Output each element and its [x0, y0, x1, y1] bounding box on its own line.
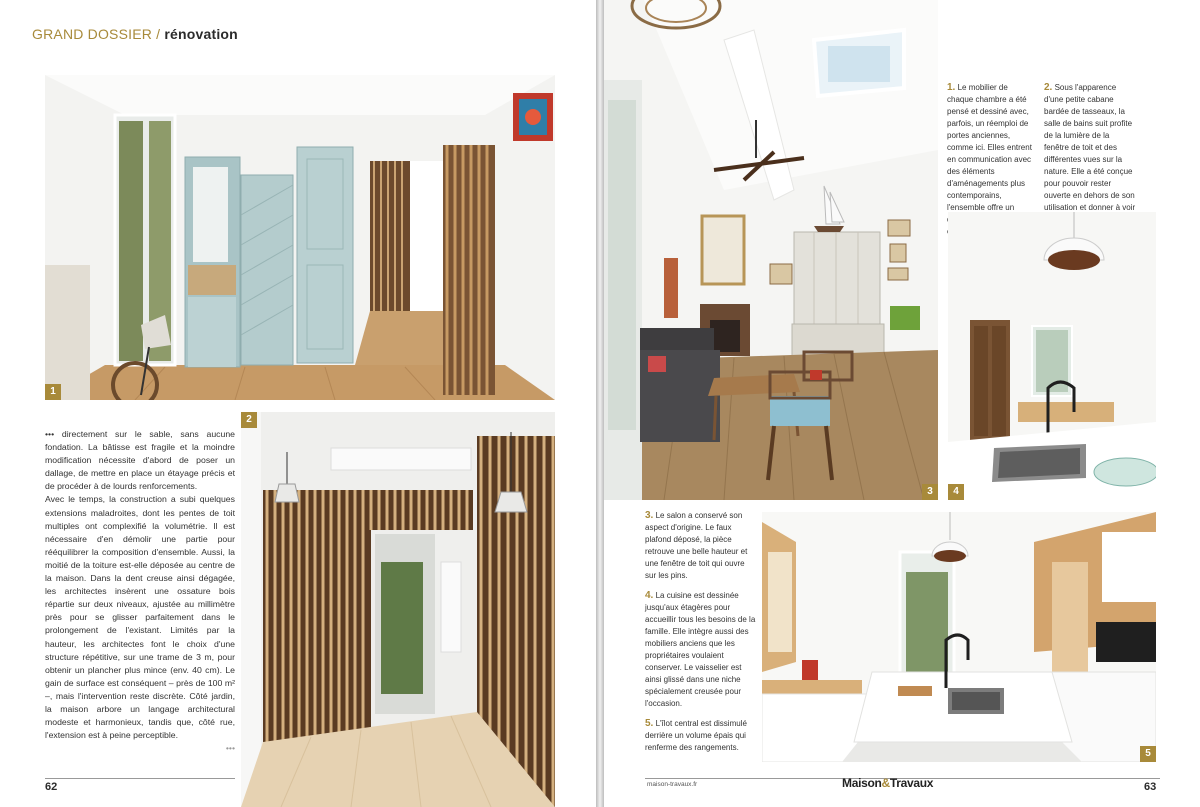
body-paragraph-2: Avec le temps, la construction a subi quelques extensions maladroites, dont les pentes de toit multiples ont complexifié la volumétrie. Il est nécessaire d'en démolir une partie pour rééquilibrer la composition d'ensemble. Aussi, la moitié de la toiture est-elle déposée au centre de la maison. Dans la dent creuse ainsi dégagée, les architectes insèrent une ossature bois répartie sur deux niveaux, ajustée au millimètre près pour se glisser parfaitement dans le prolongement de l'existant. Limités par la hauteur, les architectes font le choix d'une structure répétitive, sur une trame de 3 m, pour obtenir un plancher plus mince (env. 40 cm). Le gain de surface est conséquent – près de 100 m² –, mais l'intervention reste discrète. Côté jardin, la maison arbore un langage architectural modeste et harmonieux, tandis que, côté rue, l'extension est à peine perceptible. — [45, 494, 235, 741]
photo-kitchen-sink — [948, 212, 1156, 500]
photo-corridor-image — [241, 412, 555, 807]
photo-kitchen-sink-image — [948, 212, 1156, 500]
spine-gutter — [596, 0, 604, 807]
photo-kitchen-island — [762, 512, 1156, 762]
logo-ampersand: & — [881, 776, 890, 790]
caption-4-number: 4. — [645, 590, 654, 601]
photo-corridor — [241, 412, 555, 807]
left-page — [0, 0, 596, 807]
photo-number-3: 3 — [922, 484, 938, 500]
photo-hallway — [45, 75, 555, 400]
body-end-mark: ••• — [225, 743, 235, 754]
photo-living-room — [604, 0, 938, 500]
caption-2-number: 2. — [1044, 82, 1053, 93]
rubric-slash: / — [156, 26, 161, 42]
section-rubric — [32, 26, 238, 42]
magazine-logo — [842, 776, 933, 790]
page-number-left: 62 — [45, 781, 58, 793]
rubric-sub: rénovation — [164, 26, 238, 42]
caption-3-number: 3. — [645, 510, 654, 521]
footer-rule-left — [45, 778, 235, 779]
caption-3-text: Le salon a conservé son aspect d'origine. Le faux plafond déposé, la pièce retrouve une belle hauteur et une fenêtre de toit qui ouvre sur les pins. — [645, 511, 748, 580]
rubric-main: GRAND DOSSIER — [32, 26, 153, 42]
photo-hallway-image — [45, 75, 555, 400]
caption-1-text: Le mobilier de chaque chambre a été pensé et dessiné avec, parfois, un réemploi de portes anciennes, comme ici. Elles entrent en communication avec des éléments d'aménagements plus contemporains, l'ensemble offre un — [947, 83, 1032, 212]
caption-5-text: L'îlot central est dissimulé derrière un volume épais qui renferme des rangements. — [645, 719, 747, 752]
caption-2-text: Sous l'apparence d'une petite cabane bardée de tasseaux, la salle de bains suit profite de la lumière de la fenêtre de toit et des différentes vues sur la nature. Elle a été conçue pour pouvoir rester ouverte en dehors de son utilisation et donner à voir — [1044, 83, 1136, 212]
caption-3 — [645, 510, 757, 582]
site-url[interactable]: maison-travaux.fr — [647, 781, 698, 788]
page-number-right: 63 — [1144, 781, 1157, 793]
photo-number-2: 2 — [241, 412, 257, 428]
photo-number-5: 5 — [1140, 746, 1156, 762]
body-paragraph-1: ••• directement sur le sable, sans aucune fondation. La bâtisse est fragile et la moindre modification nécessite d'abord de poser un dallage, de mettre en place un étayage précis et de procéder à de lourds renforcements. — [45, 429, 235, 492]
caption-5-number: 5. — [645, 718, 654, 729]
photo-kitchen-island-image — [762, 512, 1156, 762]
logo-part-2: Travaux — [889, 776, 934, 790]
photo-number-1: 1 — [45, 384, 61, 400]
photo-number-4: 4 — [948, 484, 964, 500]
photo-living-room-image — [604, 0, 938, 500]
caption-2 — [1044, 82, 1136, 226]
caption-4 — [645, 590, 757, 710]
caption-4-text: La cuisine est dessinée jusqu'aux étagères pour accueillir tous les besoins de la famille. Elle intègre aussi des mobiliers anciens que les propriétaires voulaient conserver. Le vaisselier est ainsi glissé dans une niche spécialement creusée pour l'occasion. — [645, 591, 756, 708]
article-body — [45, 428, 235, 755]
captions-column — [645, 510, 757, 762]
caption-1-number: 1. — [947, 82, 956, 93]
logo-part-1: Maison — [842, 776, 882, 790]
caption-5 — [645, 718, 757, 754]
